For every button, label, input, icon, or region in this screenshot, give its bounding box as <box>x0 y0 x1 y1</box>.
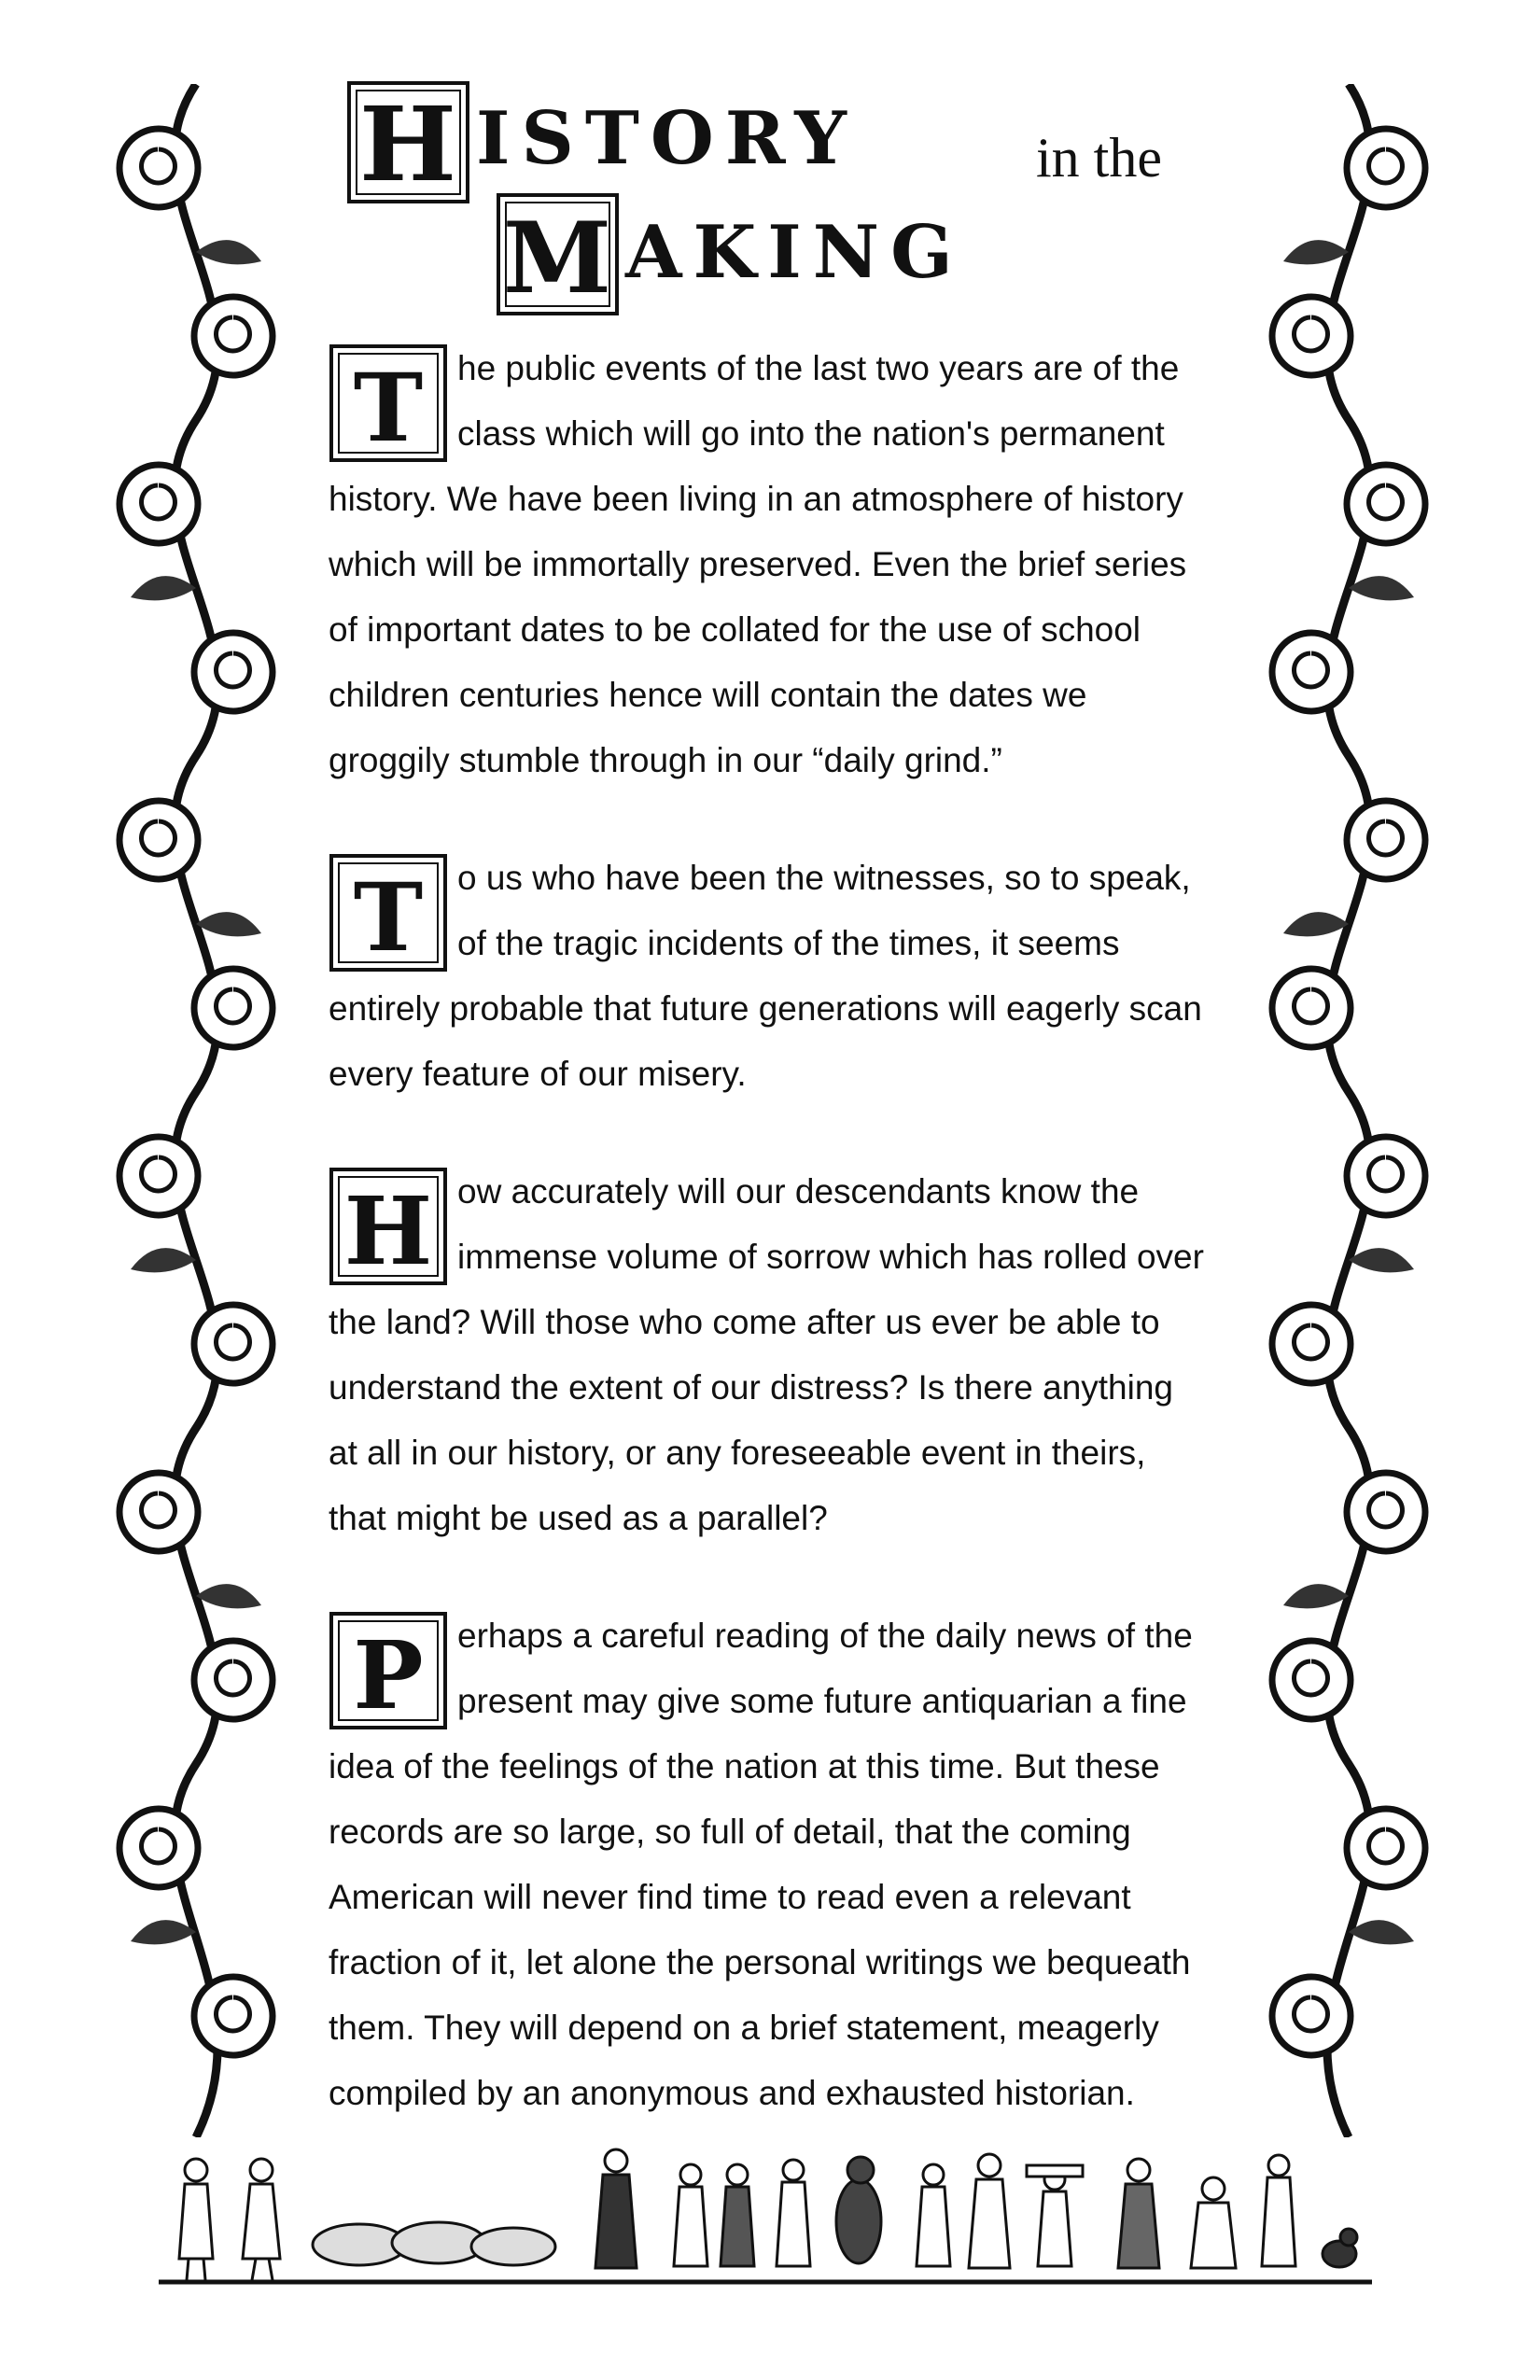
title-word-history: ISTORY <box>476 96 858 181</box>
paragraph-text: he public events of the last two years are of the class which will go into the nation's permanent history. We have been living in an atmosphere of history which will be immortally preserved. Even the brief series of important dates to be collated for the use of school children centuries hence will contain the dates we groggily stumble through in our “daily grind.” <box>329 349 1187 779</box>
figure-icon <box>721 2164 754 2266</box>
right-acanthus-border <box>1255 84 1442 2137</box>
dropcap-t <box>329 343 448 463</box>
figure-icon <box>1262 2155 1295 2266</box>
paragraph-1 <box>329 336 1206 793</box>
title-in-the: in the <box>1036 127 1162 189</box>
figure-icon <box>1027 2165 1083 2266</box>
figure-icon <box>917 2164 950 2266</box>
paragraph-4 <box>329 1603 1206 2126</box>
figure-icon <box>777 2160 810 2266</box>
paragraph-text: o us who have been the witnesses, so to speak, of the tragic incidents of the times, it seems entirely probable that future generations will eagerly scan every feature of our misery. <box>329 859 1202 1093</box>
title-word-making: AKING <box>625 210 964 295</box>
left-acanthus-border <box>103 84 289 2137</box>
sheep-icon <box>313 2222 555 2265</box>
paragraph-2 <box>329 846 1206 1107</box>
medieval-procession-frieze <box>159 2133 1372 2296</box>
figure-icon <box>969 2154 1010 2268</box>
svg-text:T: T <box>353 353 424 463</box>
svg-text:H: H <box>343 1176 433 1286</box>
figure-icon <box>674 2164 707 2266</box>
figure-icon <box>1191 2177 1236 2268</box>
figure-icon <box>1118 2159 1159 2268</box>
article-body <box>329 336 1206 2178</box>
monkey-icon <box>1323 2229 1357 2267</box>
svg-text:M: M <box>502 200 612 315</box>
svg-text:H: H <box>359 84 456 204</box>
paragraph-text: ow accurately will our descendants know the immense volume of sorrow which has rolled over the land? Will those who come after us ever be able to understand the extent of our distress? Is there anything at all in our history, or any foreseeable event in theirs, that might be used as a parallel? <box>329 1172 1204 1537</box>
title-initial-m <box>495 191 621 317</box>
page-title <box>345 79 1185 313</box>
figure-icon <box>243 2159 280 2280</box>
dropcap-t <box>329 853 448 973</box>
dropcap-p <box>329 1611 448 1730</box>
svg-text:P: P <box>353 1620 424 1730</box>
title-initial-h <box>345 79 471 205</box>
dropcap-h <box>329 1167 448 1286</box>
figure-icon <box>179 2159 213 2280</box>
paragraph-3 <box>329 1159 1206 1551</box>
svg-text:T: T <box>353 862 424 973</box>
bear-icon <box>836 2157 881 2263</box>
paragraph-text: erhaps a careful reading of the daily news of the present may give some future antiquarian a fine idea of the feelings of the nation at this time. But these records are so large, so full of detail, that the coming American will never find time to read even a relevant fraction of it, let alone the personal writings we bequeath them. They will depend on a brief statement, meagerly compiled by an anonymous and exhausted historian. <box>329 1617 1193 2112</box>
figure-icon <box>595 2149 637 2268</box>
